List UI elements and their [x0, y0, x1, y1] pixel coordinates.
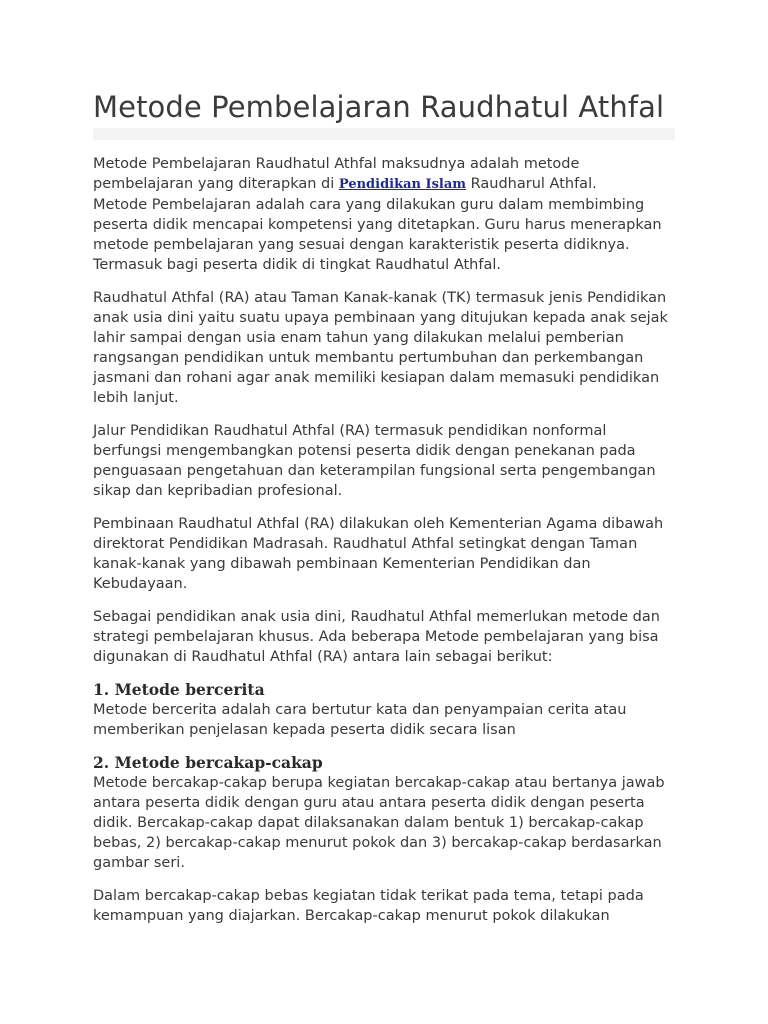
paragraph-pembinaan: Pembinaan Raudhatul Athfal (RA) dilakukan oleh Kementerian Agama dibawah direktorat Pendidikan Madrasah. Raudhatul Athfal setingkat dengan Taman kanak-kanak yang dibawah pembinaan Kementerian Pendidikan dan Kebudayaan.: [93, 516, 664, 592]
closing-paragraph: Dalam bercakap-cakap bebas kegiatan tidak terikat pada tema, tetapi pada kemampuan yang diajarkan. Bercakap-cakap menurut pokok dilakukan: [93, 888, 644, 924]
pendidikan-islam-link[interactable]: Pendidikan Islam: [338, 177, 467, 192]
title-underline-bar: [93, 128, 675, 140]
intro-paragraph: [93, 154, 675, 275]
intro-text-after-link: Raudharul Athfal.: [466, 176, 597, 192]
paragraph-metode-intro: Sebagai pendidikan anak usia dini, Raudhatul Athfal memerlukan metode dan strategi pembelajaran khusus. Ada beberapa Metode pembelajaran yang bisa digunakan di Raudhatul Athfal (RA) antara lain sebagai berikut:: [93, 609, 660, 665]
section-heading-bercerita: 1. Metode bercerita: [93, 680, 265, 699]
section-body-bercerita: Metode bercerita adalah cara bertutur kata dan penyampaian cerita atau memberikan penjelasan kepada peserta didik secara lisan: [93, 702, 627, 738]
section-body-bercakap: Metode bercakap-cakap berupa kegiatan bercakap-cakap atau bertanya jawab antara peserta didik dengan guru atau antara peserta didik dengan peserta didik. Bercakap-cakap dapat dilaksanakan dalam bentuk 1) bercakap-cakap bebas, 2) bercakap-cakap menurut pokok dan 3) bercakap-cakap berdasarkan gambar seri.: [93, 775, 665, 871]
page-title: Metode Pembelajaran Raudhatul Athfal: [93, 90, 665, 124]
section-heading-bercakap: 2. Metode bercakap-cakap: [93, 753, 323, 772]
paragraph-jalur-pendidikan: Jalur Pendidikan Raudhatul Athfal (RA) termasuk pendidikan nonformal berfungsi mengembangkan potensi peserta didik dengan penekanan pada penguasaan pengetahuan dan keterampilan fungsional serta pengembangan sikap dan kepribadian profesional.: [93, 423, 656, 499]
intro-continuation: Metode Pembelajaran adalah cara yang dilakukan guru dalam membimbing peserta didik mencapai kompetensi yang ditetapkan. Guru harus menerapkan metode pembelajaran yang sesuai dengan karakteristik peserta didiknya. Termasuk bagi peserta didik di tingkat Raudhatul Athfal.: [93, 197, 662, 273]
intro-text-before-link: Metode Pembelajaran Raudhatul Athfal maksudnya adalah metode pembelajaran yang diterapkan di: [93, 156, 580, 192]
document-page: [93, 88, 675, 939]
paragraph-ra-definition: Raudhatul Athfal (RA) atau Taman Kanak-kanak (TK) termasuk jenis Pendidikan anak usia dini yaitu suatu upaya pembinaan yang ditujukan kepada anak sejak lahir sampai dengan usia enam tahun yang dilakukan melalui pemberian rangsangan pendidikan untuk membantu pertumbuhan dan perkembangan jasmani dan rohani agar anak memiliki kesiapan dalam memasuki pendidikan lebih lanjut.: [93, 290, 668, 406]
